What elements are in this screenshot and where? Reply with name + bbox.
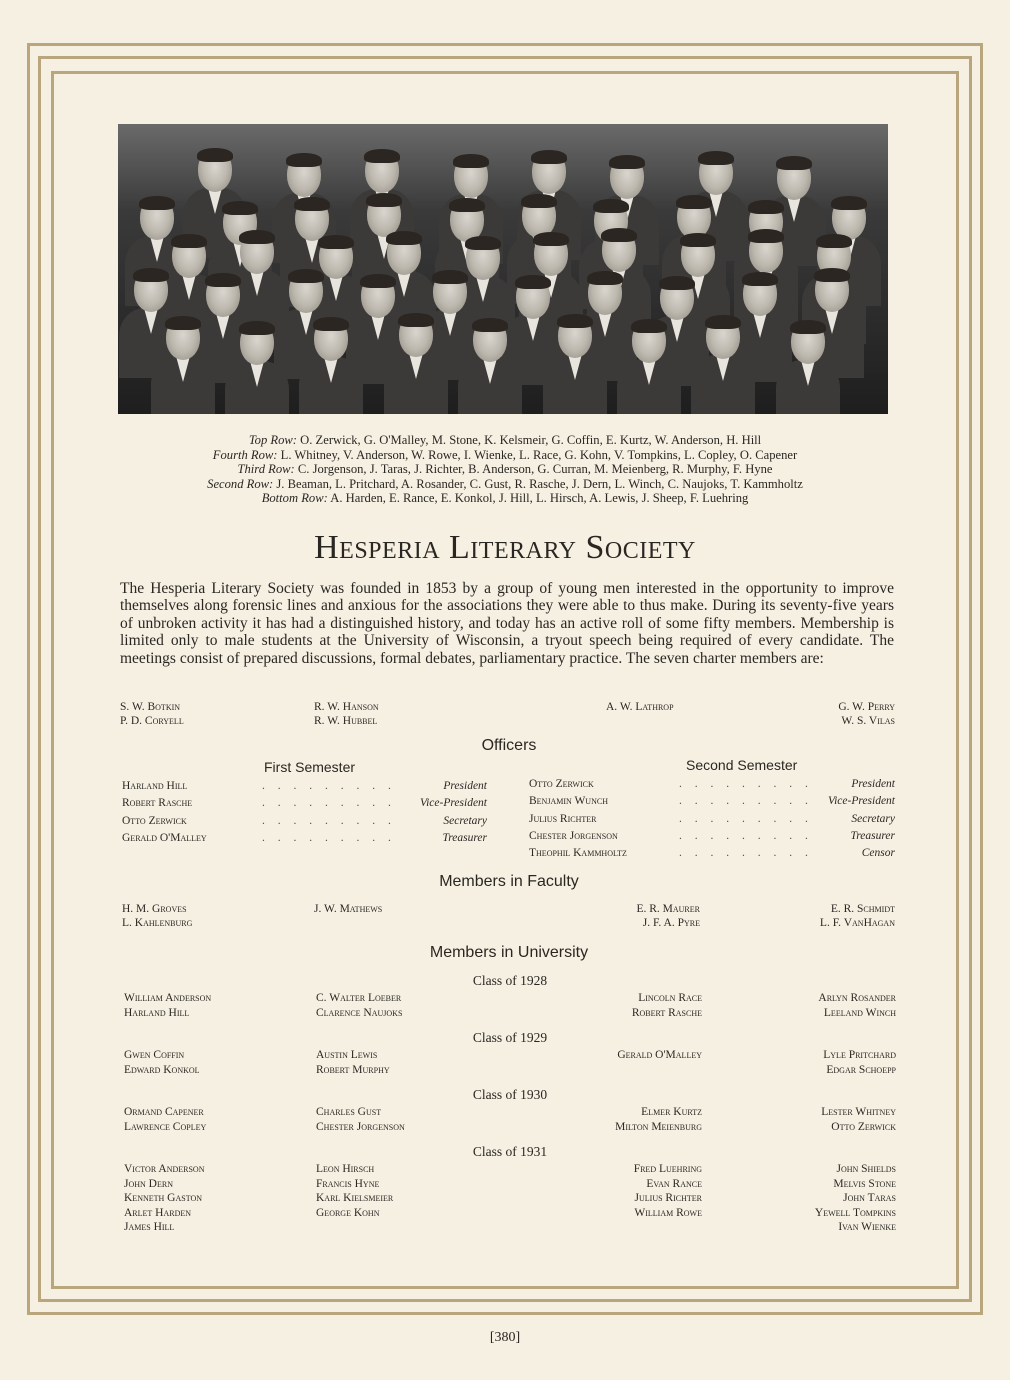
photo-captions: [0, 433, 1010, 506]
university-member: Elmer Kurtz: [641, 1106, 702, 1118]
officer-name: Julius Richter: [529, 812, 597, 825]
leader-dots: . . . . . . . . .: [262, 797, 396, 810]
faculty-heading: Members in Faculty: [439, 873, 579, 890]
class-label: Class of 1928: [472, 973, 548, 988]
university-member: Arlyn Rosander: [818, 992, 896, 1004]
first-semester-heading: First Semester: [264, 759, 356, 775]
faculty-member: H. M. Groves: [122, 903, 187, 915]
officer-role: Treasurer: [850, 829, 895, 842]
faculty-member: E. R. Maurer: [636, 903, 700, 915]
university-member: Austin Lewis: [316, 1049, 378, 1061]
university-member: John Shields: [836, 1163, 896, 1175]
university-member: Fred Luehring: [633, 1163, 702, 1175]
university-member: Otto Zerwick: [831, 1120, 896, 1133]
university-member: Karl Kielsmeier: [316, 1192, 394, 1205]
university-member: William Rowe: [634, 1206, 702, 1219]
leader-dots: . . . . . . . . .: [262, 814, 396, 827]
intro-paragraph: The Hesperia Literary Society was founded in 1853 by a group of young men interested in the opportunity to improve themselves along forensic lines and anxious for the associations they were able to thus make. During its seventy-five years of unbroken activity it has had a distinguished history, and today has an active roll of some fifty members. Membership is limited only to male students at the University of Wisconsin, a tryout speech being required of every candidate. The meetings consist of prepared discussions, formal debates, parliamentary practice. The seven charter members are:: [120, 580, 894, 667]
charter-member: G. W. Perry: [838, 701, 895, 713]
university-member: Clarence Naujoks: [316, 1006, 403, 1019]
officer-row: [529, 811, 895, 828]
officer-row: [122, 813, 487, 830]
university-member: Harland Hill: [124, 1006, 190, 1019]
caption-second-row: Second Row: J. Beaman, L. Pritchard, A. Rosander, C. Gust, R. Rasche, J. Dern, L. Winch, C. Naujoks, T. Kammholtz: [207, 476, 803, 491]
officer-row: [529, 845, 895, 862]
university-member: George Kohn: [316, 1206, 380, 1219]
officer-name: Theophil Kammholtz: [529, 847, 627, 860]
university-member: Lincoln Race: [638, 992, 702, 1004]
officer-name: Otto Zerwick: [122, 814, 187, 827]
officer-role: President: [851, 778, 895, 790]
university-member: Edgar Schoepp: [826, 1063, 896, 1076]
page-title: Hesperia Literary Society: [314, 529, 696, 566]
university-member: Kenneth Gaston: [124, 1192, 203, 1205]
leader-dots: . . . . . . . . .: [679, 829, 813, 842]
page-number: [380]: [489, 1330, 521, 1345]
university-member: Leon Hirsch: [316, 1163, 375, 1175]
officer-role: President: [443, 780, 487, 792]
officer-name: Harland Hill: [122, 780, 188, 792]
caption-fourth-row: Fourth Row: L. Whitney, V. Anderson, W. Rowe, I. Wienke, L. Race, G. Kohn, V. Tompkins, L. Copley, O. Capener: [212, 447, 798, 462]
university-member: Melvis Stone: [833, 1177, 896, 1190]
university-member: Charles Gust: [316, 1106, 382, 1118]
charter-member: R. W. Hubbel: [314, 715, 378, 727]
university-member: Edward Konkol: [124, 1063, 200, 1076]
officer-role: Treasurer: [442, 831, 487, 844]
caption-top-row: Top Row: O. Zerwick, G. O'Malley, M. Stone, K. Kelsmeir, G. Coffin, E. Kurtz, W. Anderson, H. Hill: [248, 433, 762, 447]
officers-heading: Officers: [481, 737, 537, 754]
university-member: James Hill: [124, 1221, 175, 1234]
faculty-member: E. R. Schmidt: [830, 903, 895, 915]
university-member: Victor Anderson: [124, 1163, 205, 1175]
officer-role: Secretary: [851, 812, 895, 825]
class-label: Class of 1931: [472, 1144, 548, 1159]
officer-name: Robert Rasche: [122, 797, 193, 810]
class-label: Class of 1930: [472, 1087, 548, 1102]
university-member: John Taras: [843, 1192, 896, 1205]
university-member: Francis Hyne: [316, 1177, 380, 1190]
university-member: Milton Meienburg: [615, 1120, 702, 1133]
officer-name: Otto Zerwick: [529, 778, 594, 790]
university-member: Evan Rance: [646, 1177, 702, 1190]
officer-role: Vice-President: [419, 797, 487, 810]
charter-member: A. W. Lathrop: [606, 701, 674, 713]
university-member: Ormand Capener: [124, 1106, 204, 1118]
university-member: Robert Murphy: [316, 1063, 390, 1076]
faculty-member: L. F. VanHagan: [819, 917, 895, 929]
leader-dots: . . . . . . . . .: [679, 778, 813, 790]
caption-bottom-row: Bottom Row: A. Harden, E. Rance, E. Konkol, J. Hill, L. Hirsch, A. Lewis, J. Sheep, F. Luehring: [261, 491, 749, 506]
officer-name: Chester Jorgenson: [529, 829, 618, 842]
officer-row: [529, 828, 895, 845]
faculty-member: L. Kahlenburg: [122, 917, 193, 929]
university-member: Lyle Pritchard: [823, 1049, 896, 1061]
charter-member: W. S. Vilas: [841, 715, 895, 727]
officer-role: Censor: [861, 847, 895, 860]
charter-member: P. D. Coryell: [120, 715, 184, 727]
officer-role: Vice-President: [827, 795, 895, 808]
university-member: Leeland Winch: [823, 1006, 896, 1019]
class-label: Class of 1929: [472, 1030, 548, 1045]
second-semester-heading: Second Semester: [686, 757, 798, 773]
university-member: John Dern: [124, 1177, 173, 1190]
officer-row: [122, 795, 487, 812]
university-member: Yewell Tompkins: [814, 1206, 896, 1219]
university-member: Robert Rasche: [631, 1006, 702, 1019]
university-member: Ivan Wienke: [838, 1221, 896, 1234]
faculty-member: J. W. Mathews: [314, 903, 383, 915]
leader-dots: . . . . . . . . .: [679, 812, 813, 825]
group-photograph: [118, 124, 888, 414]
university-member: Arlet Harden: [124, 1206, 192, 1219]
charter-member: S. W. Botkin: [120, 701, 181, 713]
officer-row: [529, 793, 895, 810]
charter-member: R. W. Hanson: [314, 701, 379, 713]
officer-role: Secretary: [443, 814, 487, 827]
officer-row: [122, 778, 487, 795]
university-member: C. Walter Loeber: [316, 992, 402, 1004]
officer-row: [122, 830, 487, 847]
university-member: Gwen Coffin: [124, 1049, 185, 1061]
university-member: Julius Richter: [634, 1192, 702, 1205]
officer-name: Benjamin Wunch: [529, 795, 608, 808]
officer-name: Gerald O'Malley: [122, 831, 207, 844]
leader-dots: . . . . . . . . .: [262, 831, 396, 844]
university-member: William Anderson: [124, 992, 212, 1004]
officer-row: [529, 776, 895, 793]
university-member: Lawrence Copley: [124, 1120, 207, 1133]
university-member: Lester Whitney: [821, 1106, 896, 1118]
university-member: Chester Jorgenson: [316, 1120, 405, 1133]
leader-dots: . . . . . . . . .: [262, 780, 396, 792]
faculty-member: J. F. A. Pyre: [642, 917, 700, 929]
university-heading: Members in University: [429, 944, 589, 961]
leader-dots: . . . . . . . . .: [679, 795, 813, 808]
caption-third-row: Third Row: C. Jorgenson, J. Taras, J. Richter, B. Anderson, G. Curran, M. Meienberg, R. Murphy, F. Hyne: [237, 462, 773, 477]
university-member: Gerald O'Malley: [617, 1049, 702, 1061]
leader-dots: . . . . . . . . .: [679, 847, 813, 860]
